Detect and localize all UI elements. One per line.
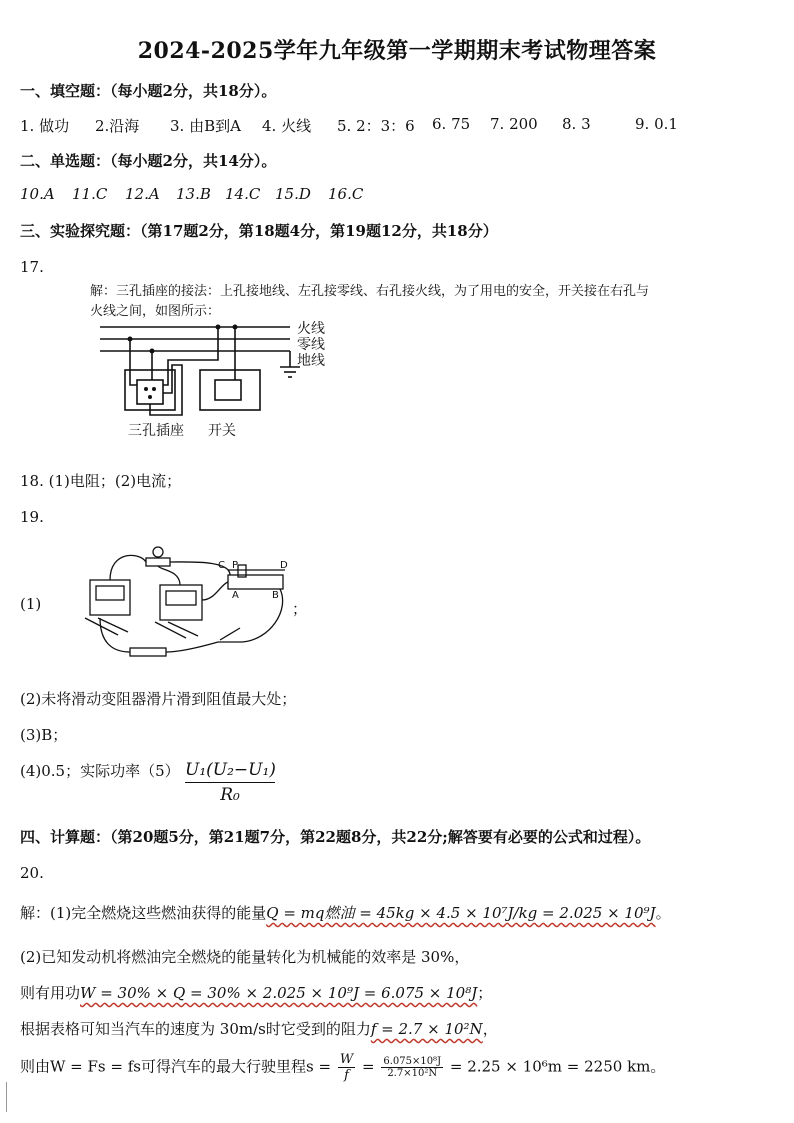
- q20-line3-suffix: ；: [477, 984, 493, 1002]
- q20-work-formula: W = 30% × Q = 30% × 2.025 × 10⁹J = 6.075 × 10⁸J: [80, 984, 478, 1002]
- q20-line5-prefix: 则由W = Fs = fs可得汽车的最大行驶里程s =: [20, 1057, 332, 1076]
- q19-part1-label: (1): [20, 595, 42, 613]
- page-margin-mark: [6, 1082, 7, 1112]
- label-a: A: [232, 590, 239, 601]
- answer-13: 13.B: [176, 185, 211, 203]
- q20-line5-result: = 2.25 × 10⁶m = 2250 km。: [449, 1057, 666, 1076]
- q20-line1: [20, 902, 671, 923]
- q17-explanation-line1: 解：三孔插座的接法：上孔接地线、左孔接零线、右孔接火线，为了用电的安全，开关接在右孔与: [90, 284, 650, 299]
- q20-line4: [20, 1018, 498, 1039]
- section3-heading: 三、实验探究题：（第17题2分，第18题4分，第19题12分，共18分）: [20, 222, 498, 240]
- page-title: 2024-2025学年九年级第一学期期末考试物理答案: [137, 38, 657, 64]
- q19-part2: (2)未将滑动变阻器滑片滑到阻值最大处；: [20, 690, 297, 708]
- q20-line4-prefix: 根据表格可知当汽车的速度为 30m/s时它受到的阻力: [20, 1020, 371, 1038]
- q20-line1-prefix: 解：(1)完全燃烧这些燃油获得的能量: [20, 904, 267, 922]
- section4-heading: 四、计算题：（第20题5分，第21题7分，第22题8分，共22分;解答要有必要的公式和过程）。: [20, 828, 651, 846]
- label-p: P: [232, 560, 239, 571]
- answer-7: 7. 200: [490, 115, 538, 133]
- q20-line3-prefix: 则有用功: [20, 984, 81, 1002]
- q20-line2: (2)已知发动机将燃油完全燃烧的能量转化为机械能的效率是 30%，: [20, 948, 470, 966]
- q20-line1-suffix: 。: [655, 904, 671, 922]
- label-b: B: [272, 590, 279, 601]
- q17-number: 17.: [20, 258, 44, 276]
- q20-number: 20.: [20, 864, 44, 882]
- value-fraction: [381, 1056, 443, 1079]
- answer-5: 5. 2：3：6: [337, 117, 415, 135]
- q20-line5: [20, 1052, 665, 1083]
- q19-number: 19.: [20, 508, 44, 526]
- power-formula-numerator: U₁(U₂−U₁): [185, 760, 275, 783]
- q20-resistance-formula: f = 2.7 × 10²N: [370, 1020, 483, 1038]
- value-fraction-denominator: 2.7×10²N: [387, 1068, 438, 1079]
- q17-explanation-line2: 火线之间，如图所示：: [90, 304, 221, 319]
- distance-fraction: [338, 1052, 355, 1083]
- q20-energy-formula: Q = mq燃油 = 45kg × 4.5 × 10⁷J/kg = 2.025 × 10⁹J: [266, 904, 656, 922]
- power-formula: [185, 760, 275, 805]
- label-ground-wire: 地线: [297, 353, 325, 369]
- answer-6: 6. 75: [432, 115, 471, 133]
- answer-15: 15.D: [275, 185, 311, 203]
- q20-line4-suffix: ，: [482, 1020, 498, 1038]
- q18-answer: 18. (1)电阻；(2)电流；: [20, 472, 182, 490]
- label-c: C: [218, 560, 225, 571]
- distance-fraction-denominator: f: [344, 1068, 349, 1083]
- label-d: D: [280, 560, 288, 571]
- section2-heading: 二、单选题：（每小题2分，共14分）。: [20, 152, 277, 170]
- q20-line5-eq: =: [361, 1057, 375, 1076]
- distance-fraction-numerator: W: [339, 1052, 354, 1067]
- label-neutral-wire: 零线: [297, 337, 325, 353]
- answer-3: 3. 由B到A: [170, 117, 241, 135]
- answer-16: 16.C: [328, 185, 364, 203]
- answer-14: 14.C: [225, 185, 261, 203]
- answer-10: 10.A: [20, 185, 55, 203]
- answer-2: 2.沿海: [95, 117, 140, 135]
- q19-part3: (3)B；: [20, 726, 68, 744]
- label-live-wire: 火线: [297, 321, 325, 337]
- label-socket: 三孔插座: [128, 423, 184, 439]
- answer-11: 11.C: [72, 185, 108, 203]
- answer-8: 8. 3: [562, 115, 591, 133]
- answer-1: 1. 做功: [20, 117, 70, 135]
- label-switch: 开关: [208, 423, 236, 439]
- answer-12: 12.A: [125, 185, 160, 203]
- power-formula-denominator: R₀: [220, 785, 240, 805]
- answer-9: 9. 0.1: [635, 115, 678, 133]
- q19-part4: (4)0.5；实际功率（5）: [20, 762, 180, 780]
- section1-heading: 一、填空题：（每小题2分，共18分）。: [20, 82, 277, 100]
- answer-4: 4. 火线: [262, 117, 312, 135]
- q20-line3: [20, 982, 492, 1003]
- q19-part1-suffix: ；: [292, 600, 308, 618]
- circuit-diagram: [80, 540, 300, 665]
- value-fraction-numerator: 6.075×10⁸J: [383, 1056, 442, 1067]
